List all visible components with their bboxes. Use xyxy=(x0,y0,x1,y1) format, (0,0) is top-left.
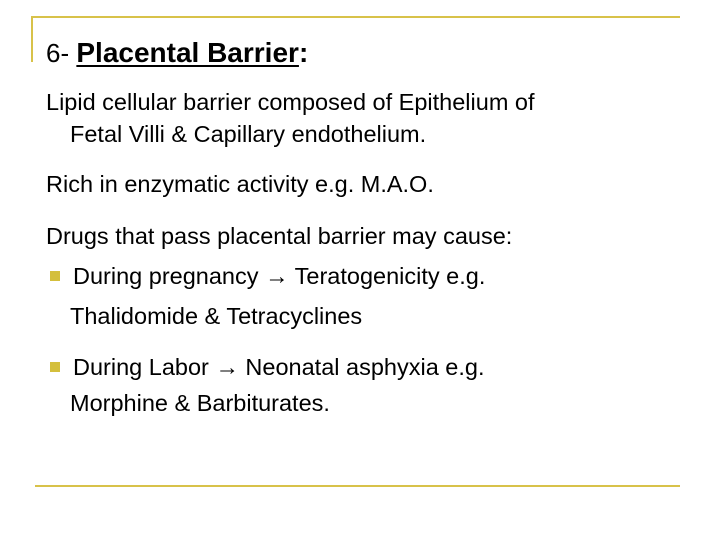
body-line-2: Fetal Villi & Capillary endothelium. xyxy=(70,121,427,147)
bullet-square-icon xyxy=(50,362,60,372)
title-colon: : xyxy=(298,37,309,68)
left-gold-rule xyxy=(31,16,33,62)
bullet-2-line-a: During Labor → Neonatal asphyxia e.g. xyxy=(73,354,485,380)
body-line-1: Lipid cellular barrier composed of Epithelium of xyxy=(46,89,535,115)
bottom-gold-rule xyxy=(35,485,680,487)
top-gold-rule xyxy=(31,16,680,18)
body-line-3: Rich in enzymatic activity e.g. M.A.O. xyxy=(46,171,434,197)
bullet-2-line-b: Morphine & Barbiturates. xyxy=(70,390,330,416)
slide-title xyxy=(46,34,308,72)
bullet-1-line-a: During pregnancy → Teratogenicity e.g. xyxy=(73,263,486,289)
body-line-4: Drugs that pass placental barrier may cause: xyxy=(46,223,513,249)
title-main: Placental Barrier xyxy=(76,37,299,68)
title-prefix: 6- xyxy=(46,38,70,68)
bullet-1-line-b: Thalidomide & Tetracyclines xyxy=(70,303,363,329)
bullet-square-icon xyxy=(50,271,60,281)
